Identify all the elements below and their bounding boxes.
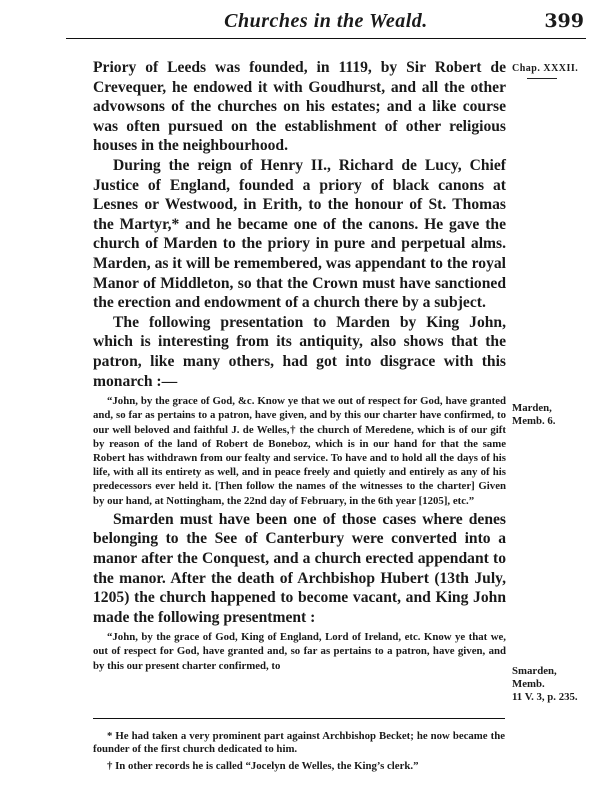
paragraph-leeds-priory: Priory of Leeds was founded, in 1119, by Sir Robert de Crevequer, he endowed it with Goudhurst, and all the other advowsons of the churches on his estates; and a like course was often pursued on the establishment of other religious houses in the neighbourhood. — [93, 59, 506, 155]
page-header — [66, 10, 586, 39]
chapter-note-rule — [527, 78, 557, 79]
paragraph-marden-presentation: The following presentation to Marden by King John, which is interesting from its antiquity, also shows that the patron, like many others, had got into disgrace with this monarch :— — [93, 313, 506, 390]
smarden-note-line2: Memb. — [512, 678, 545, 690]
smarden-margin-note — [512, 665, 578, 704]
marden-note-line2: Memb. 6. — [512, 415, 556, 427]
main-text — [93, 58, 506, 675]
marden-note-line1: Marden, — [512, 402, 552, 414]
running-title: Churches in the Weald. — [224, 10, 428, 32]
quote-john-charter-smarden: “John, by the grace of God, King of England, Lord of Ireland, etc. Know ye that we, out of respect for God, have granted and, so far as pertains to a patron, have given, and by this our present charter confirmed, to — [93, 631, 506, 672]
quote-john-charter-marden: “John, by the grace of God, &c. Know ye that we out of respect for God, have granted and, so far as pertains to a patron, have given, and by this our charter have confirmed, to our well beloved and faithful J. de Welles,† the church of Meredene, which is of our gift by reason of the land of Robert de Boneboz, which is in our hand for that the same Robert has withdrawn from our fealty and service. To have and to hold all the days of his life, with all its entirety as well, and in peace freely and quietly and entirely as any of his predecessors ever held it. [Then follow the names of the witnesses to the charter] Given by our hand, at Nottingham, the 22nd day of February, in the 6th year [1205], etc.” — [93, 395, 506, 507]
footnote-de-welles: † In other records he is called “Jocelyn de Welles, the King’s clerk.” — [107, 760, 419, 772]
chapter-margin-note: Chap. XXXII. — [512, 63, 579, 74]
footnotes — [93, 730, 505, 777]
footnote-becket: * He had taken a very prominent part against Archbishop Becket; he now became the founder of the first church dedicated to him. — [93, 730, 505, 755]
page-number: 399 — [544, 10, 584, 32]
paragraph-smarden: Smarden must have been one of those cases where denes belonging to the See of Canterbury were converted into a manor after the Conquest, and a church erected appendant to the manor. After the death of Archbishop Hubert (13th July, 1205) the church happened to become vacant, and King John made the following presentment : — [93, 510, 506, 626]
paragraph-richard-de-lucy: During the reign of Henry II., Richard de Lucy, Chief Justice of England, founded a priory of black canons at Lesnes or Westwood, in Erith, to the honour of St. Thomas the Martyr,* and he became one of the canons. He gave the church of Marden to the priory in pure and perpetual alms. Marden, as it will be remembered, was appendant to the royal Manor of Middleton, so that the Crown must have sanctioned the erection and endowment of a church there by a subject. — [93, 156, 506, 312]
smarden-note-line3: 11 V. 3, p. 235. — [512, 691, 578, 703]
marden-margin-note — [512, 402, 555, 428]
smarden-note-line1: Smarden, — [512, 665, 557, 677]
footnote-divider — [93, 718, 505, 719]
